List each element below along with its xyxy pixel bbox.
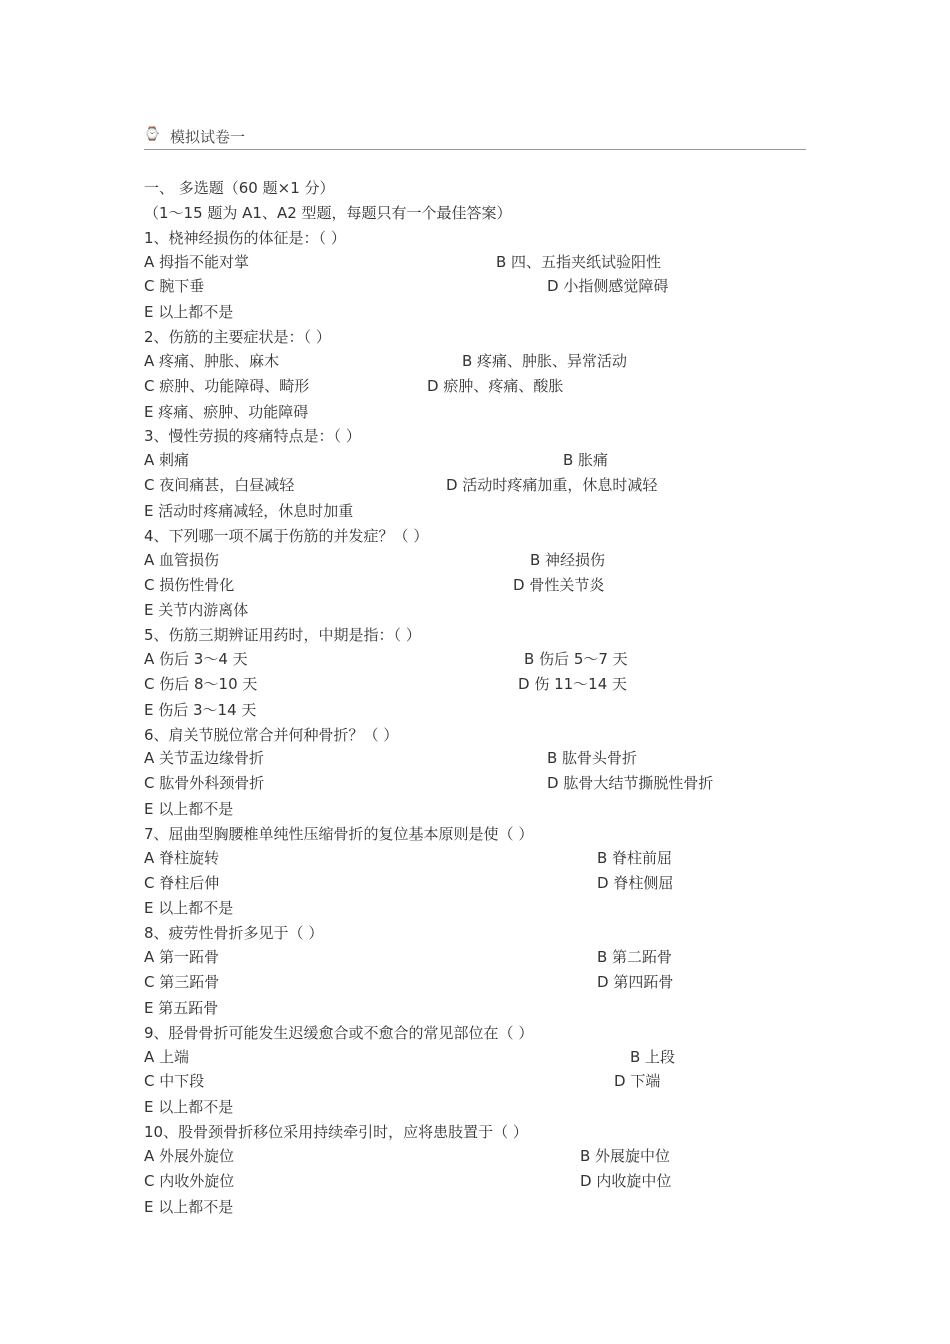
option-a: A 刺痛 — [144, 451, 190, 470]
option-a: A 拇指不能对掌 — [144, 252, 250, 271]
option-e: E 关节内游离体 — [144, 601, 249, 620]
question-stem: 4、下列哪一项不属于伤筋的并发症？（ ） — [144, 526, 429, 545]
option-e: E 以上都不是 — [144, 899, 234, 918]
option-c: C 内收外旋位 — [144, 1171, 235, 1190]
option-e: E 活动时疼痛减轻，休息时加重 — [144, 501, 354, 520]
question-stem: 1、桡神经损伤的体征是：（ ） — [144, 228, 346, 247]
question-stem: 3、慢性劳损的疼痛特点是：（ ） — [144, 427, 361, 446]
option-a: A 血管损伤 — [144, 550, 220, 569]
option-b: B 脊柱前屈 — [597, 848, 673, 867]
question-stem: 10、股骨颈骨折移位采用持续牵引时，应将患肢置于（ ） — [144, 1123, 528, 1142]
option-b: B 疼痛、肿胀、异常活动 — [462, 351, 628, 370]
options-row — [144, 350, 824, 375]
option-b: B 上段 — [630, 1047, 676, 1066]
options-row — [144, 251, 824, 276]
question-stem: 9、胫骨骨折可能发生迟缓愈合或不愈合的常见部位在（ ） — [144, 1023, 534, 1042]
option-d: D 小指侧感觉障碍 — [547, 277, 669, 296]
option-e: E 第五跖骨 — [144, 998, 219, 1017]
section-note: （1～15 题为 A1、A2 型题，每题只有一个最佳答案） — [144, 203, 512, 222]
option-e: E 疼痛、瘀肿、功能障碍 — [144, 402, 309, 421]
option-c: C 中下段 — [144, 1072, 205, 1091]
options-row — [144, 847, 824, 872]
option-c: C 腕下垂 — [144, 277, 205, 296]
option-c: C 第三跖骨 — [144, 973, 220, 991]
option-c: C 损伤性骨化 — [144, 575, 235, 594]
option-a: A 关节盂边缘骨折 — [144, 749, 265, 768]
option-d: D 内收旋中位 — [580, 1171, 672, 1190]
option-c: C 瘀肿、功能障碍、畸形 — [144, 376, 310, 395]
option-e: E 以上都不是 — [144, 1197, 234, 1216]
options-row — [144, 946, 824, 971]
option-d: D 第四跖骨 — [597, 973, 674, 991]
option-e: E 以上都不是 — [144, 303, 234, 322]
question-stem: 2、伤筋的主要症状是：（ ） — [144, 328, 331, 347]
option-c: C 夜间痛甚，白昼减轻 — [144, 476, 295, 495]
question-stem: 8、疲劳性骨折多见于（ ） — [144, 924, 324, 943]
option-c: C 肱骨外科颈骨折 — [144, 774, 265, 793]
option-b: B 胀痛 — [563, 451, 609, 470]
option-d: D 肱骨大结节撕脱性骨折 — [547, 774, 714, 793]
option-a: A 上端 — [144, 1047, 190, 1066]
document-title: 模拟试卷一 — [170, 128, 246, 146]
options-row — [144, 971, 824, 996]
option-d: D 瘀肿、疼痛、酸胀 — [427, 376, 564, 395]
option-a: A 伤后 3～4 天 — [144, 650, 248, 669]
question-stem: 6、肩关节脱位常合并何种骨折？（ ） — [144, 725, 399, 744]
options-row — [144, 574, 824, 599]
option-b: B 外展旋中位 — [580, 1146, 671, 1165]
option-d: D 下端 — [614, 1072, 661, 1091]
option-a: A 外展外旋位 — [144, 1146, 235, 1165]
options-row — [144, 474, 824, 499]
options-row — [144, 648, 824, 673]
options-row — [144, 375, 824, 400]
option-e: E 以上都不是 — [144, 800, 234, 819]
document-header — [144, 125, 806, 150]
option-b: B 神经损伤 — [530, 550, 606, 569]
option-d: D 活动时疼痛加重，休息时减轻 — [446, 476, 658, 495]
options-row — [144, 1070, 824, 1095]
question-stem: 7、屈曲型胸腰椎单纯性压缩骨折的复位基本原则是使（ ） — [144, 824, 534, 843]
option-c: C 脊柱后伸 — [144, 873, 220, 892]
options-row — [144, 449, 824, 474]
option-e: E 以上都不是 — [144, 1098, 234, 1117]
options-row — [144, 549, 824, 574]
option-a: A 疼痛、肿胀、麻木 — [144, 351, 280, 370]
option-e: E 伤后 3～14 天 — [144, 700, 257, 719]
option-a: A 第一跖骨 — [144, 948, 220, 967]
option-b: B 伤后 5～7 天 — [524, 650, 628, 669]
options-row — [144, 772, 824, 797]
option-b: B 四、五指夹纸试验阳性 — [496, 252, 662, 271]
options-row — [144, 1145, 824, 1170]
question-stem: 5、伤筋三期辨证用药时，中期是指：（ ） — [144, 626, 421, 645]
option-d: D 伤 11～14 天 — [518, 674, 628, 693]
options-row — [144, 673, 824, 698]
option-d: D 脊柱侧屈 — [597, 873, 674, 892]
options-row — [144, 275, 824, 300]
clock-icon: ⌚ — [144, 127, 161, 142]
option-b: B 第二跖骨 — [597, 948, 673, 967]
options-row — [144, 872, 824, 897]
section-title: 一、 多选题（60 题×1 分） — [144, 179, 335, 197]
option-a: A 脊柱旋转 — [144, 848, 220, 867]
options-row — [144, 1046, 824, 1071]
options-row — [144, 747, 824, 772]
exam-content — [144, 176, 824, 1219]
option-b: B 肱骨头骨折 — [547, 749, 638, 768]
option-c: C 伤后 8～10 天 — [144, 674, 258, 693]
options-row — [144, 1170, 824, 1195]
option-d: D 骨性关节炎 — [513, 575, 605, 594]
